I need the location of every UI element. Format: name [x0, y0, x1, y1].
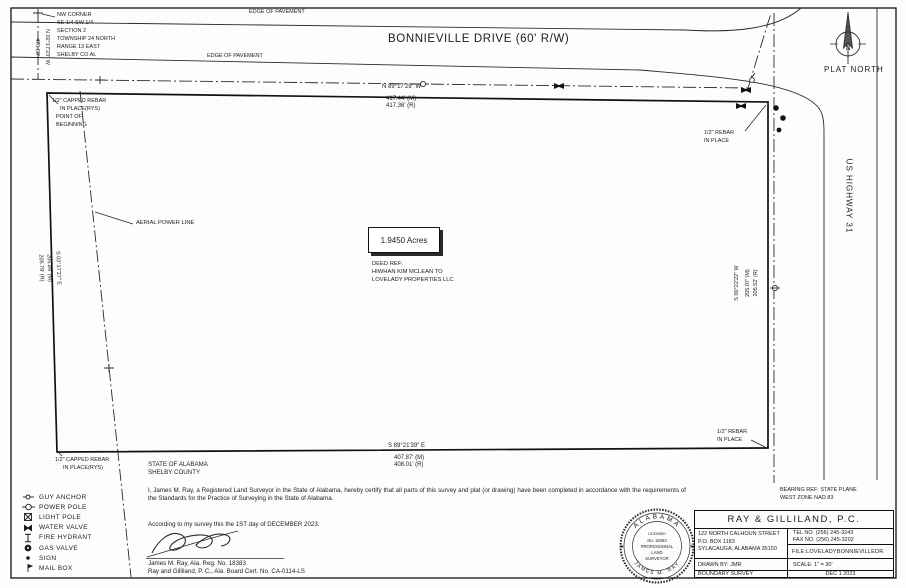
- seal-licensed-text: LICENSED: [648, 532, 666, 536]
- monument-line: IN PLACE: [704, 138, 730, 144]
- west-bearing: S 02°17'27" E: [54, 250, 62, 286]
- east-distance-record: 205.52' (R): [753, 269, 759, 297]
- legend-item: [21, 533, 92, 543]
- acreage-value: 1.9450 Acres: [380, 235, 428, 245]
- west-distance-measured: 205.84' (M): [45, 254, 53, 282]
- fire-hydrant-icon: [21, 533, 37, 543]
- seal-regno-text: No. 18383: [647, 538, 667, 543]
- survey-type: BOUNDARY SURVEY: [695, 571, 788, 577]
- legend-label: LIGHT POLE: [39, 513, 82, 521]
- seal-state-text: ALABAMA: [632, 513, 682, 530]
- title-block: [694, 510, 894, 578]
- legend-item: [21, 563, 92, 573]
- seal-land-text: LAND: [651, 550, 663, 555]
- mail-box-icon: [21, 563, 37, 573]
- bonnieville-drive-label: BONNIEVILLE DRIVE (60' R/W): [388, 33, 570, 45]
- aerial-power-line-label: AERIAL POWER LINE: [136, 220, 195, 226]
- symbol-legend: [21, 492, 92, 574]
- monument-line: 1/2" REBAR: [704, 130, 735, 136]
- tel-number: TEL NO. (256) 245-3243: [793, 530, 854, 536]
- section-line-distance: 470.68': [34, 38, 40, 56]
- gas-valve-icon: [21, 543, 37, 553]
- bearing-ref-line2: WEST ZONE NAD 83: [780, 495, 834, 501]
- legend-item: [21, 553, 92, 563]
- north-bearing: N 89°17'29" W: [382, 84, 422, 90]
- file-name: FILE:LOVELADYBONNIEVILLEDR: [792, 548, 884, 555]
- east-distance-measured: 205.07' (M): [745, 269, 751, 297]
- monument-line: IN PLACE(RYS): [63, 465, 103, 471]
- light-pole-icon: [21, 512, 37, 522]
- seal-star-left: ★: [619, 544, 625, 550]
- seal-professional-text: PROFESSIONAL: [640, 544, 674, 549]
- section-corner-line: TOWNSHIP 24 NORTH: [57, 36, 116, 42]
- cert-state: STATE OF ALABAMA: [148, 461, 208, 468]
- north-arrow-icon: [830, 12, 866, 64]
- survey-date: DEC 1 2023: [825, 571, 856, 577]
- cert-date-line: According to my survey this the 1ST day of DECEMBER 2023.: [148, 521, 320, 528]
- legend-label: SIGN: [39, 554, 57, 562]
- legend-item: [21, 543, 92, 553]
- legend-label: GAS VALVE: [39, 544, 79, 552]
- section-corner-line: SECTION 2: [57, 28, 87, 34]
- post-dots: [773, 105, 786, 132]
- power-pole-icon: [21, 502, 37, 512]
- address-line: P.O. BOX 1183: [698, 538, 735, 545]
- deed-ref-line: LOVELADY PROPERTIES LLC: [372, 277, 454, 283]
- cert-county: SHELBY COUNTY: [148, 469, 201, 476]
- company-address: [695, 529, 788, 558]
- legend-label: FIRE HYDRANT: [39, 534, 92, 542]
- water-valve-icon: [21, 523, 37, 533]
- monument-line: 1/2" REBAR: [717, 429, 748, 435]
- compass-n-label: N: [845, 45, 851, 52]
- edge-of-pavement-label-top: EDGE OF PAVEMENT: [249, 9, 305, 15]
- deed-ref-line: DEED REF:: [372, 261, 403, 267]
- legend-label: MAIL BOX: [39, 564, 73, 572]
- seal-name-text: JAMES M. RAY: [632, 560, 682, 577]
- section-corner-line: NW CORNER: [57, 12, 92, 18]
- north-distance-measured: 417.44' (M): [386, 96, 417, 102]
- signature: [147, 531, 238, 557]
- seal-surveyor-text: SURVEYOR: [645, 556, 669, 561]
- company-name: RAY & GILLILAND, P.C.: [695, 511, 893, 529]
- seal-star-right: ★: [689, 544, 695, 550]
- west-distance-record: 205.79' (R): [37, 254, 45, 282]
- section-corner-line: SHELBY CO AL: [57, 52, 97, 58]
- surveyor-name-line: James M. Ray, Ala. Reg. No. 18383: [148, 560, 246, 567]
- surveyor-firm-line: Ray and Gilliland, P. C., Ala. Board Cert. No. CA-0114-LS: [148, 568, 305, 575]
- legend-item: [21, 523, 92, 533]
- address-line: 122 NORTH CALHOUN STREET: [698, 531, 780, 537]
- monument-line: POINT OF: [56, 114, 82, 120]
- company-phone: [788, 529, 893, 545]
- monument-line: 1/2" CAPPED REBAR: [52, 98, 107, 104]
- edge-of-pavement-label-bottom: EDGE OF PAVEMENT: [207, 53, 263, 59]
- legend-label: GUY ANCHOR: [39, 493, 87, 501]
- pavement-edge-north: [11, 8, 801, 31]
- drawn-by: DRAWN BY: JMR: [695, 559, 788, 570]
- acreage-box: [368, 227, 440, 253]
- plat-north-label: PLAT NORTH: [824, 65, 884, 74]
- surveyor-seal: [620, 510, 695, 583]
- legend-item: [21, 502, 92, 512]
- bearing-ref-line1: BEARING REF: STATE PLANE: [780, 487, 857, 493]
- drawing-scale: SCALE: 1" = 30': [793, 561, 833, 568]
- section-corner-line: RANGE 13 EAST: [57, 44, 101, 50]
- us-highway-31-label: US HIGHWAY 31: [844, 158, 854, 234]
- fax-number: FAX NO. (256) 245-3202: [793, 537, 854, 543]
- section-line-bearing: N 02°17'23" W: [44, 29, 50, 65]
- guy-anchor-icon: [21, 492, 37, 502]
- deed-ref-line: HIWHAN KIM MCLEAN TO: [372, 269, 443, 275]
- monument-line: 1/2" CAPPED REBAR: [55, 457, 110, 463]
- north-distance-record: 417.36' (R): [386, 103, 416, 109]
- legend-label: POWER POLE: [39, 503, 87, 511]
- utility-symbols: [417, 73, 786, 291]
- sign-icon: [21, 553, 37, 563]
- address-line: SYLACAUGA, ALABAMA 35150: [698, 546, 777, 553]
- south-distance-record: 408.01' (R): [394, 462, 424, 468]
- monument-line: IN PLACE(RYS): [60, 106, 100, 112]
- legend-item: [21, 492, 92, 502]
- east-bearing: S 00°22'22" W: [734, 265, 740, 301]
- south-bearing: S 89°21'39" E: [388, 443, 426, 449]
- legend-label: WATER VALVE: [39, 524, 88, 532]
- certification-paragraph: I, James M. Ray, a Registered Land Surveyor in the State of Alabama, hereby certify that all parts of this survey and plat (or drawing) have been completed in accordance with the requirements of the Standards for the Practice of Surveying in the State of Alabama.: [148, 487, 686, 502]
- monument-line: BEGINNING: [56, 122, 87, 128]
- south-distance-measured: 407.87' (M): [394, 455, 425, 461]
- section-corner-line: SE 1/4 SW 1/4: [57, 20, 94, 26]
- monument-line: IN PLACE: [717, 437, 743, 443]
- legend-item: [21, 512, 92, 522]
